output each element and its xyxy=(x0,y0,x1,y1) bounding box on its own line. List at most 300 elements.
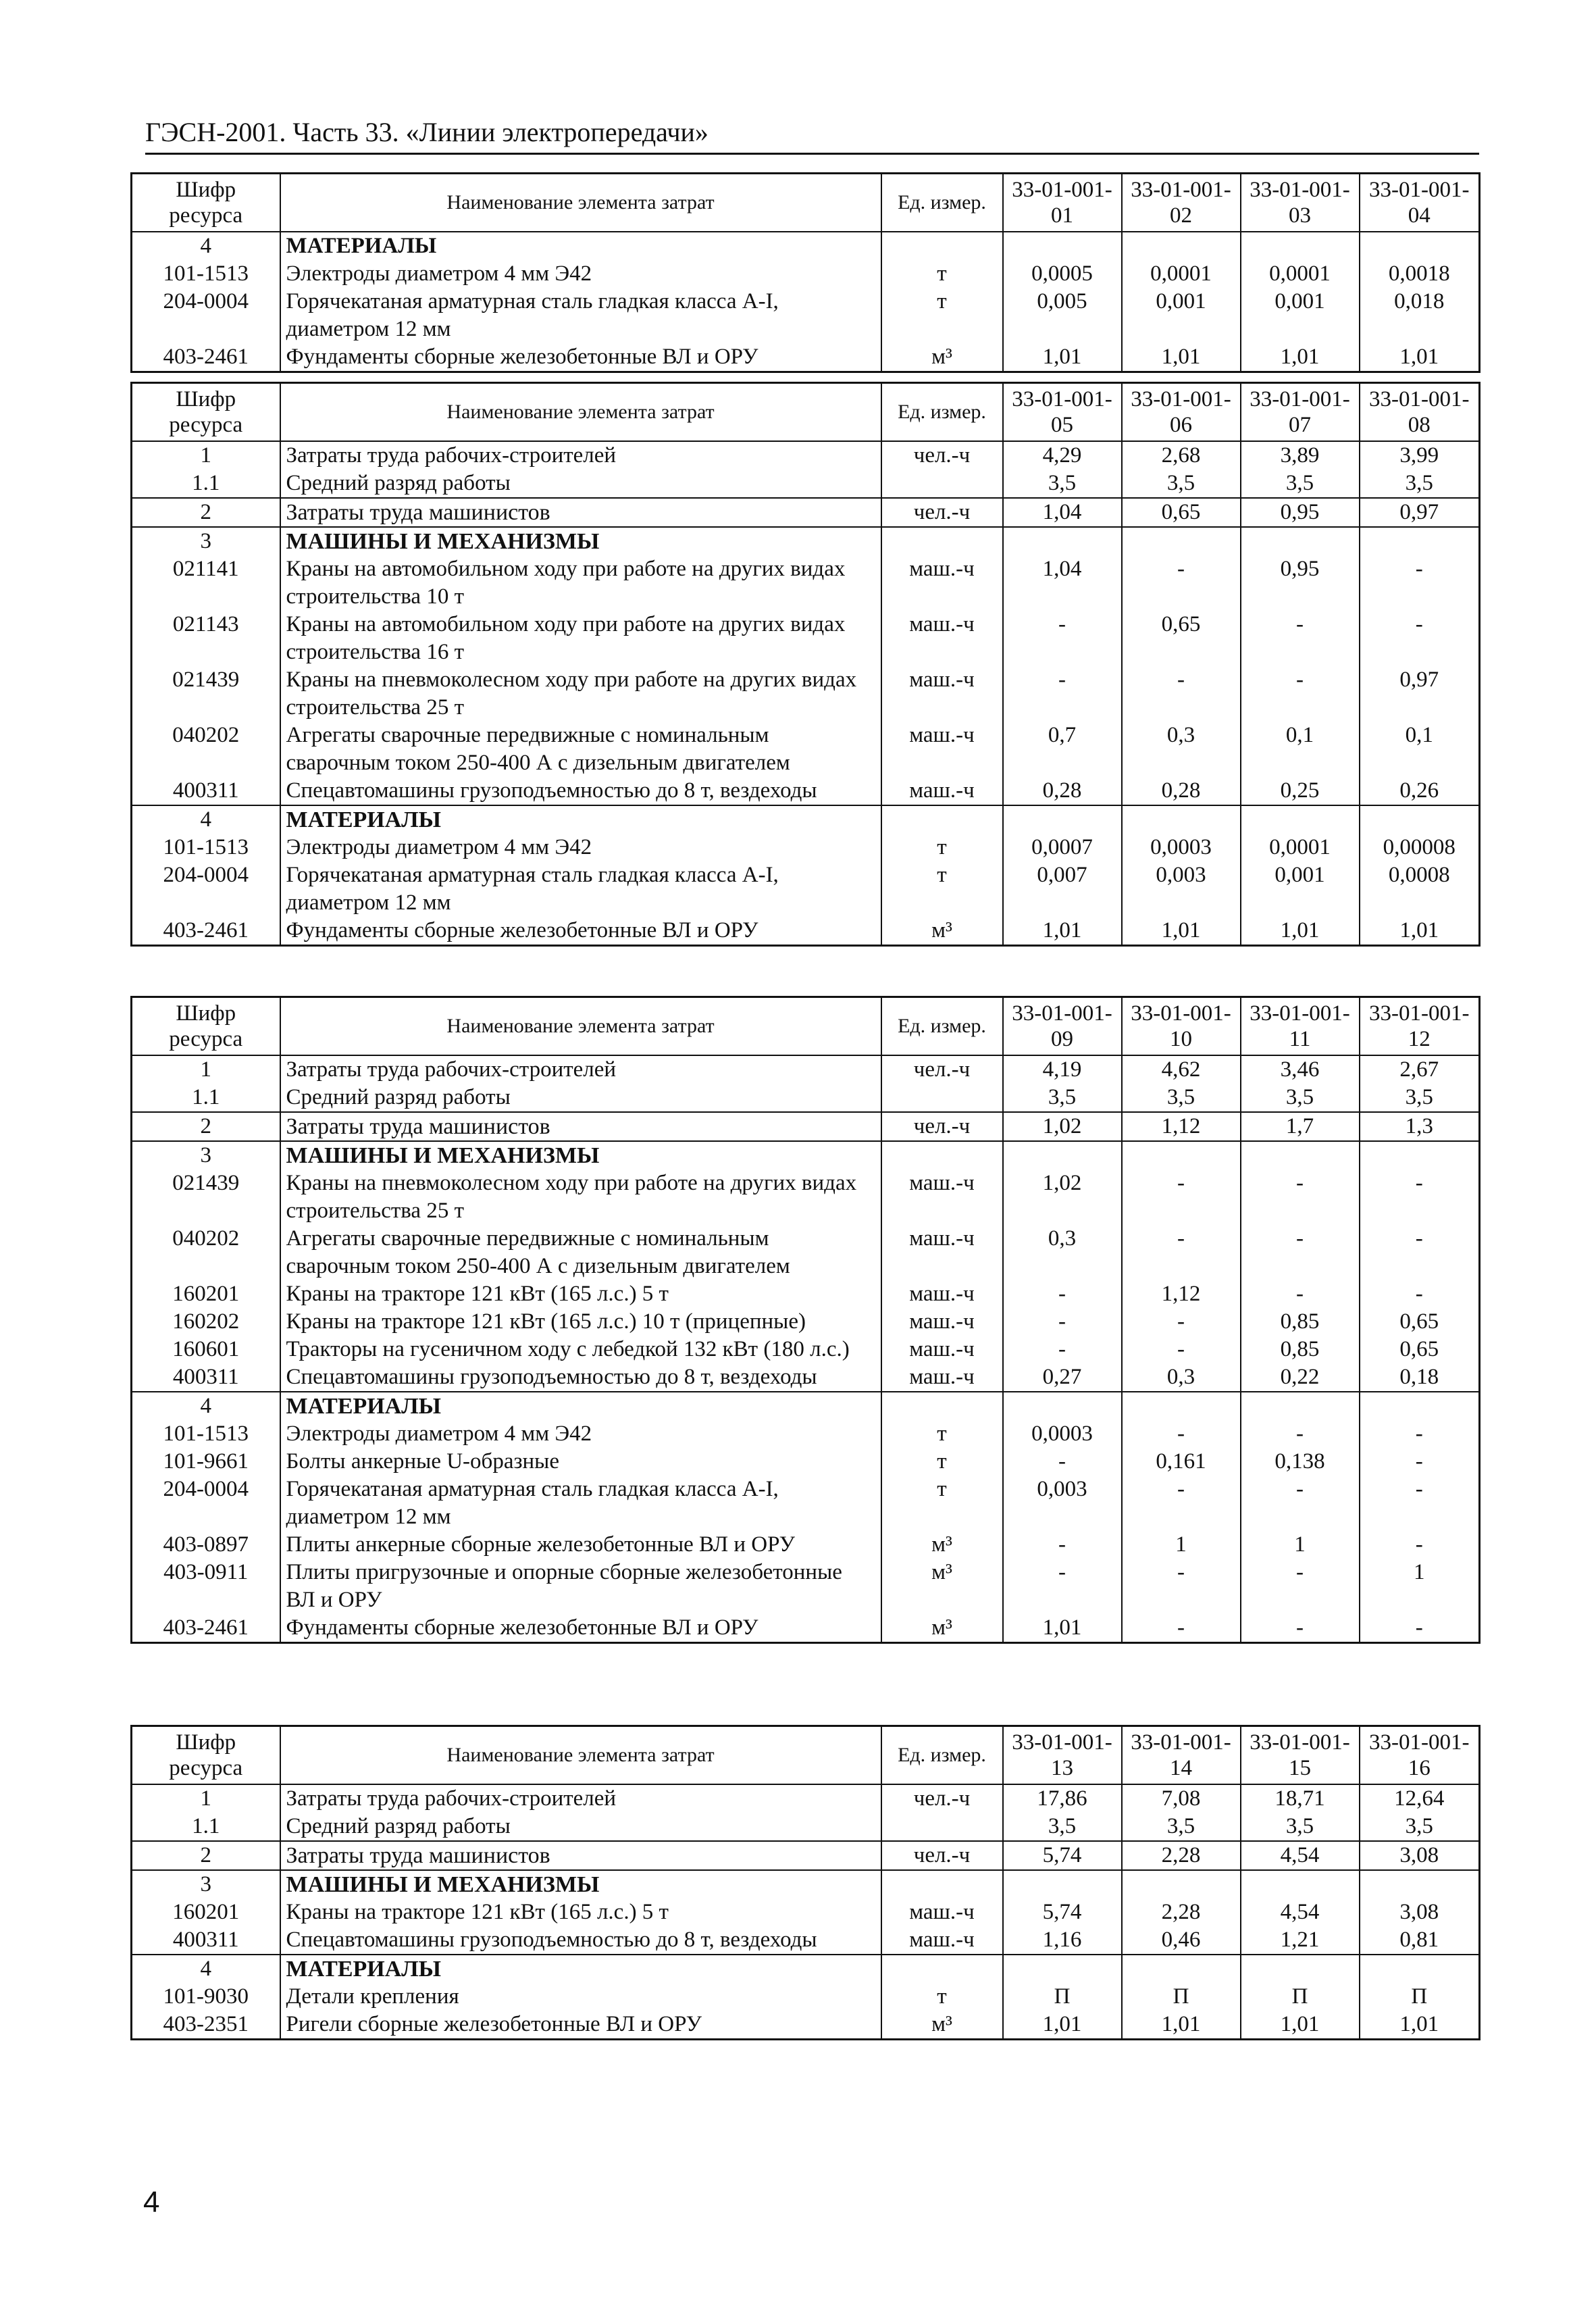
table-row xyxy=(132,441,1480,470)
cost-element-name: Фундаменты сборные железобетонные ВЛ и ОРУ xyxy=(280,917,881,946)
header-cost-element: Наименование элемента затрат xyxy=(280,383,881,442)
norm-value: 0,95 xyxy=(1241,555,1360,611)
norm-value: 0,46 xyxy=(1122,1926,1241,1955)
resource-code: 040202 xyxy=(172,1226,240,1251)
norm-value: 5,74 xyxy=(1003,1898,1122,1926)
header-norm-code: 33-01-001-14 xyxy=(1122,1726,1241,1785)
unit-of-measure: чел.-ч xyxy=(881,1112,1003,1141)
norm-value xyxy=(1122,1392,1241,1420)
cost-element-name: Средний разряд работы xyxy=(280,1084,881,1112)
unit-of-measure: маш.-ч xyxy=(881,555,1003,611)
norm-value xyxy=(1241,1870,1360,1898)
norm-value xyxy=(1360,527,1480,555)
cost-element-name: МАШИНЫ И МЕХАНИЗМЫ xyxy=(280,527,881,555)
norm-value: 0,65 xyxy=(1360,1336,1480,1363)
header-norm-code: 33-01-001-01 xyxy=(1003,174,1122,232)
norm-value: 0,001 xyxy=(1241,288,1360,343)
header-cost-element: Наименование элемента затрат xyxy=(280,174,881,232)
norm-value: 1,04 xyxy=(1003,498,1122,527)
unit-of-measure xyxy=(881,232,1003,260)
table-row xyxy=(132,1926,1480,1955)
unit-of-measure xyxy=(881,1392,1003,1420)
table-row xyxy=(132,834,1480,861)
resource-code: 021141 xyxy=(172,557,239,581)
norm-value: - xyxy=(1003,666,1122,722)
norm-value: 7,08 xyxy=(1122,1784,1241,1813)
cost-element-name: Затраты труда машинистов xyxy=(280,498,881,527)
resource-code: 403-0897 xyxy=(163,1532,249,1557)
norm-value: 1,04 xyxy=(1003,555,1122,611)
table-row xyxy=(132,1084,1480,1112)
table-row xyxy=(132,1280,1480,1308)
norm-value: 1 xyxy=(1360,1559,1480,1614)
unit-of-measure xyxy=(881,1870,1003,1898)
unit-of-measure: м³ xyxy=(881,1614,1003,1643)
header-norm-code: 33-01-001-03 xyxy=(1241,174,1360,232)
norm-value: 3,46 xyxy=(1241,1055,1360,1084)
cost-element-name: Плиты анкерные сборные железобетонные ВЛ и ОРУ xyxy=(280,1531,881,1559)
norm-value: 1,16 xyxy=(1003,1926,1122,1955)
norm-value: 1,01 xyxy=(1360,343,1480,372)
norm-value: 1,01 xyxy=(1241,343,1360,372)
norm-value: - xyxy=(1003,1559,1122,1614)
resource-code: 2 xyxy=(132,1112,280,1141)
table-row xyxy=(132,722,1480,777)
norm-value: - xyxy=(1003,1336,1122,1363)
norm-value: 4,54 xyxy=(1241,1841,1360,1870)
unit-of-measure: чел.-ч xyxy=(881,441,1003,470)
table-header-row xyxy=(132,174,1480,232)
norm-value: - xyxy=(1360,1531,1480,1559)
norm-value: 1,01 xyxy=(1003,343,1122,372)
cost-element-name: МАТЕРИАЛЫ xyxy=(280,805,881,834)
norm-value: 1,12 xyxy=(1122,1280,1241,1308)
table-row xyxy=(132,1112,1480,1141)
norms-table-4 xyxy=(130,1725,1481,2040)
header-resource-code: Шифр ресурса xyxy=(132,174,280,232)
norms-table-2 xyxy=(130,382,1481,947)
resource-code: 2 xyxy=(132,1841,280,1870)
cost-element-name: Болты анкерные U-образные xyxy=(280,1448,881,1476)
norm-value: - xyxy=(1003,1448,1122,1476)
header-cost-element: Наименование элемента затрат xyxy=(280,1726,881,1785)
norm-value: - xyxy=(1241,1559,1360,1614)
unit-of-measure xyxy=(881,470,1003,498)
header-unit: Ед. измер. xyxy=(881,997,1003,1056)
header-resource-code: Шифр ресурса xyxy=(132,1726,280,1785)
norm-value xyxy=(1241,805,1360,834)
table-row xyxy=(132,1336,1480,1363)
norm-value: 0,018 xyxy=(1360,288,1480,343)
norm-value xyxy=(1241,232,1360,260)
norm-value: - xyxy=(1241,666,1360,722)
table-row xyxy=(132,777,1480,805)
resource-code: 1.1 xyxy=(192,1814,220,1838)
resource-code: 160601 xyxy=(172,1337,240,1361)
norm-value: 3,5 xyxy=(1360,1084,1480,1112)
norm-value: 2,67 xyxy=(1360,1055,1480,1084)
header-norm-code: 33-01-001-13 xyxy=(1003,1726,1122,1785)
norm-value: 0,85 xyxy=(1241,1308,1360,1336)
norm-value xyxy=(1241,1392,1360,1420)
norm-value: 0,65 xyxy=(1122,611,1241,666)
resource-code: 4 xyxy=(132,1392,280,1420)
norm-value: 3,5 xyxy=(1241,1084,1360,1112)
norm-value: 1,02 xyxy=(1003,1112,1122,1141)
norm-value: 1,01 xyxy=(1241,917,1360,946)
table-row xyxy=(132,1420,1480,1448)
unit-of-measure: т xyxy=(881,288,1003,343)
norm-value xyxy=(1122,232,1241,260)
norm-value: - xyxy=(1241,1225,1360,1280)
unit-of-measure: м³ xyxy=(881,343,1003,372)
cost-element-name: Агрегаты сварочные передвижные с номинальным сварочным током 250-400 А с дизельным двигателем xyxy=(280,1225,881,1280)
norm-value: 1,12 xyxy=(1122,1112,1241,1141)
header-unit: Ед. измер. xyxy=(881,1726,1003,1785)
cost-element-name: Средний разряд работы xyxy=(280,470,881,498)
norm-value xyxy=(1360,805,1480,834)
header-cost-element: Наименование элемента затрат xyxy=(280,997,881,1056)
norm-value: - xyxy=(1122,1614,1241,1643)
cost-element-name: Горячекатаная арматурная сталь гладкая класса А-I, диаметром 12 мм xyxy=(280,861,881,917)
header-norm-code: 33-01-001-08 xyxy=(1360,383,1480,442)
norm-value: 18,71 xyxy=(1241,1784,1360,1813)
table-row xyxy=(132,555,1480,611)
norm-value: 3,89 xyxy=(1241,441,1360,470)
norm-value: - xyxy=(1360,1420,1480,1448)
table-row xyxy=(132,1813,1480,1841)
resource-code: 400311 xyxy=(172,778,239,803)
norm-value: П xyxy=(1122,1983,1241,2011)
table-row xyxy=(132,917,1480,946)
norm-value: 4,29 xyxy=(1003,441,1122,470)
cost-element-name: МАТЕРИАЛЫ xyxy=(280,1392,881,1420)
table-row xyxy=(132,232,1480,260)
table-row xyxy=(132,2011,1480,2040)
unit-of-measure xyxy=(881,1813,1003,1841)
unit-of-measure: маш.-ч xyxy=(881,1169,1003,1225)
table-row xyxy=(132,1448,1480,1476)
resource-code: 4 xyxy=(200,234,211,258)
norm-value: 0,81 xyxy=(1360,1926,1480,1955)
unit-of-measure: чел.-ч xyxy=(881,1841,1003,1870)
unit-of-measure: т xyxy=(881,1448,1003,1476)
norm-value: 1,01 xyxy=(1003,2011,1122,2040)
norm-value: 3,08 xyxy=(1360,1898,1480,1926)
unit-of-measure: м³ xyxy=(881,2011,1003,2040)
norm-value: - xyxy=(1360,611,1480,666)
unit-of-measure: маш.-ч xyxy=(881,1336,1003,1363)
resource-code: 204-0004 xyxy=(163,863,249,887)
table-row xyxy=(132,1531,1480,1559)
norm-value: 0,95 xyxy=(1241,498,1360,527)
norm-value xyxy=(1360,1870,1480,1898)
norm-value: 1 xyxy=(1122,1531,1241,1559)
table-row xyxy=(132,1841,1480,1870)
norm-value: - xyxy=(1360,1476,1480,1531)
unit-of-measure: чел.-ч xyxy=(881,1055,1003,1084)
norm-value xyxy=(1122,1141,1241,1169)
table-header-row xyxy=(132,1726,1480,1785)
norm-value: - xyxy=(1122,666,1241,722)
norm-value: 3,5 xyxy=(1360,470,1480,498)
header-norm-code: 33-01-001-10 xyxy=(1122,997,1241,1056)
resource-code: 403-2461 xyxy=(163,918,249,942)
cost-element-name: Краны на автомобильном ходу при работе на других видах строительства 16 т xyxy=(280,611,881,666)
cost-element-name: Тракторы на гусеничном ходу с лебедкой 132 кВт (180 л.с.) xyxy=(280,1336,881,1363)
table-row xyxy=(132,1983,1480,2011)
norm-value: 1,7 xyxy=(1241,1112,1360,1141)
cost-element-name: Средний разряд работы xyxy=(280,1813,881,1841)
cost-element-name: Детали крепления xyxy=(280,1983,881,2011)
norm-value: 3,5 xyxy=(1003,1084,1122,1112)
norm-value: П xyxy=(1360,1983,1480,2011)
resource-code: 1.1 xyxy=(192,1085,220,1109)
norm-value: 4,62 xyxy=(1122,1055,1241,1084)
norm-value: - xyxy=(1360,1169,1480,1225)
cost-element-name: Затраты труда рабочих-строителей xyxy=(280,441,881,470)
cost-element-name: МАТЕРИАЛЫ xyxy=(280,232,881,260)
table-row xyxy=(132,861,1480,917)
unit-of-measure: м³ xyxy=(881,1559,1003,1614)
norm-value: 0,0003 xyxy=(1003,1420,1122,1448)
norm-value: 0,97 xyxy=(1360,498,1480,527)
norm-value: 0,26 xyxy=(1360,777,1480,805)
cost-element-name: Горячекатаная арматурная сталь гладкая класса А-I, диаметром 12 мм xyxy=(280,1476,881,1531)
norm-value: 0,161 xyxy=(1122,1448,1241,1476)
norm-value: 1,01 xyxy=(1122,343,1241,372)
cost-element-name: Краны на пневмоколесном ходу при работе на других видах строительства 25 т xyxy=(280,1169,881,1225)
cost-element-name: Краны на тракторе 121 кВт (165 л.с.) 5 т xyxy=(280,1280,881,1308)
cost-element-name: МАШИНЫ И МЕХАНИЗМЫ xyxy=(280,1870,881,1898)
norm-value: 3,5 xyxy=(1003,1813,1122,1841)
norm-value: - xyxy=(1241,1280,1360,1308)
norm-value: 1,01 xyxy=(1241,2011,1360,2040)
norm-value: 3,08 xyxy=(1360,1841,1480,1870)
norm-value: 0,005 xyxy=(1003,288,1122,343)
cost-element-name: Ригели сборные железобетонные ВЛ и ОРУ xyxy=(280,2011,881,2040)
norm-value: 0,65 xyxy=(1122,498,1241,527)
norm-value: 1,3 xyxy=(1360,1112,1480,1141)
header-norm-code: 33-01-001-07 xyxy=(1241,383,1360,442)
norm-value: 0,3 xyxy=(1003,1225,1122,1280)
unit-of-measure: т xyxy=(881,834,1003,861)
resource-code: 403-2351 xyxy=(163,2012,249,2036)
norm-value: 0,18 xyxy=(1360,1363,1480,1392)
cost-element-name: Агрегаты сварочные передвижные с номинальным сварочным током 250-400 А с дизельным двигателем xyxy=(280,722,881,777)
norm-value: 1,01 xyxy=(1122,917,1241,946)
resource-code: 101-9661 xyxy=(163,1449,249,1474)
norm-value: 1,21 xyxy=(1241,1926,1360,1955)
resource-code: 400311 xyxy=(172,1928,239,1952)
resource-code: 3 xyxy=(132,1141,280,1169)
unit-of-measure: т xyxy=(881,1420,1003,1448)
unit-of-measure: маш.-ч xyxy=(881,1363,1003,1392)
cost-element-name: Затраты труда машинистов xyxy=(280,1112,881,1141)
resource-code: 021143 xyxy=(172,612,239,636)
norm-value: 1,01 xyxy=(1360,2011,1480,2040)
header-norm-code: 33-01-001-12 xyxy=(1360,997,1480,1056)
norm-value: 3,5 xyxy=(1003,470,1122,498)
norm-value: 0,27 xyxy=(1003,1363,1122,1392)
unit-of-measure: т xyxy=(881,1476,1003,1531)
unit-of-measure: маш.-ч xyxy=(881,666,1003,722)
norm-value: 0,3 xyxy=(1122,722,1241,777)
norm-value: - xyxy=(1360,1280,1480,1308)
norm-value xyxy=(1241,1141,1360,1169)
table-row xyxy=(132,666,1480,722)
resource-code: 160201 xyxy=(172,1282,240,1306)
norm-value xyxy=(1003,1955,1122,1983)
norm-value: - xyxy=(1122,1336,1241,1363)
header-norm-code: 33-01-001-05 xyxy=(1003,383,1122,442)
table-row xyxy=(132,1225,1480,1280)
norm-value: - xyxy=(1003,611,1122,666)
norm-value: 0,97 xyxy=(1360,666,1480,722)
norm-value xyxy=(1003,232,1122,260)
resource-code: 4 xyxy=(132,1955,280,1983)
norms-table-3 xyxy=(130,996,1481,1644)
cost-element-name: Краны на автомобильном ходу при работе на других видах строительства 10 т xyxy=(280,555,881,611)
resource-code: 101-9030 xyxy=(163,1984,249,2009)
norm-value xyxy=(1122,1955,1241,1983)
norm-value: 3,5 xyxy=(1122,1084,1241,1112)
norm-value xyxy=(1122,1870,1241,1898)
unit-of-measure: м³ xyxy=(881,1531,1003,1559)
resource-code: 403-0911 xyxy=(163,1560,249,1584)
header-norm-code: 33-01-001-04 xyxy=(1360,174,1480,232)
unit-of-measure: маш.-ч xyxy=(881,611,1003,666)
norm-value: - xyxy=(1122,1225,1241,1280)
cost-element-name: Затраты труда рабочих-строителей xyxy=(280,1055,881,1084)
table-row xyxy=(132,1784,1480,1813)
unit-of-measure xyxy=(881,805,1003,834)
norm-value: - xyxy=(1241,1169,1360,1225)
norm-value: - xyxy=(1360,1448,1480,1476)
norm-value: 12,64 xyxy=(1360,1784,1480,1813)
table-header-row xyxy=(132,383,1480,442)
resource-code: 204-0004 xyxy=(163,1477,249,1501)
cost-element-name: Спецавтомашины грузоподъемностью до 8 т, вездеходы xyxy=(280,777,881,805)
unit-of-measure: чел.-ч xyxy=(881,498,1003,527)
norm-value: 0,007 xyxy=(1003,861,1122,917)
resource-code: 1 xyxy=(200,1786,211,1811)
norm-value: 0,1 xyxy=(1241,722,1360,777)
resource-code: 400311 xyxy=(172,1365,239,1389)
unit-of-measure: маш.-ч xyxy=(881,1898,1003,1926)
norm-value: - xyxy=(1241,1614,1360,1643)
table-row xyxy=(132,1141,1480,1169)
cost-element-name: Затраты труда рабочих-строителей xyxy=(280,1784,881,1813)
norm-value: 0,7 xyxy=(1003,722,1122,777)
norm-value: - xyxy=(1122,1476,1241,1531)
norm-value: 2,68 xyxy=(1122,441,1241,470)
table-row xyxy=(132,343,1480,372)
norm-value: 1,01 xyxy=(1360,917,1480,946)
resource-code: 101-1513 xyxy=(163,261,249,286)
cost-element-name: МАТЕРИАЛЫ xyxy=(280,1955,881,1983)
header-norm-code: 33-01-001-09 xyxy=(1003,997,1122,1056)
table-row xyxy=(132,288,1480,343)
unit-of-measure: маш.-ч xyxy=(881,1225,1003,1280)
header-resource-code: Шифр ресурса xyxy=(132,997,280,1056)
norm-value: 1 xyxy=(1241,1531,1360,1559)
norm-value: - xyxy=(1360,1614,1480,1643)
unit-of-measure xyxy=(881,1084,1003,1112)
norm-value xyxy=(1360,1955,1480,1983)
table-row xyxy=(132,1476,1480,1531)
header-norm-code: 33-01-001-06 xyxy=(1122,383,1241,442)
cost-element-name: Краны на тракторе 121 кВт (165 л.с.) 5 т xyxy=(280,1898,881,1926)
resource-code: 3 xyxy=(132,1870,280,1898)
cost-element-name: Плиты пригрузочные и опорные сборные железобетонные ВЛ и ОРУ xyxy=(280,1559,881,1614)
table-row xyxy=(132,1363,1480,1392)
norm-value: - xyxy=(1241,1476,1360,1531)
cost-element-name: Фундаменты сборные железобетонные ВЛ и ОРУ xyxy=(280,1614,881,1643)
norm-value: - xyxy=(1122,1559,1241,1614)
header-norm-code: 33-01-001-02 xyxy=(1122,174,1241,232)
table-header-row xyxy=(132,997,1480,1056)
norm-value: 1,01 xyxy=(1003,917,1122,946)
norm-value: 0,001 xyxy=(1122,288,1241,343)
norm-value: П xyxy=(1241,1983,1360,2011)
resource-code: 204-0004 xyxy=(163,289,249,313)
cost-element-name: Электроды диаметром 4 мм Э42 xyxy=(280,1420,881,1448)
norm-value: 0,65 xyxy=(1360,1308,1480,1336)
table-row xyxy=(132,470,1480,498)
unit-of-measure: чел.-ч xyxy=(881,1784,1003,1813)
table-row xyxy=(132,1898,1480,1926)
cost-element-name: Затраты труда машинистов xyxy=(280,1841,881,1870)
table-row xyxy=(132,1055,1480,1084)
norm-value xyxy=(1122,527,1241,555)
table-row xyxy=(132,1308,1480,1336)
table-row xyxy=(132,1169,1480,1225)
norm-value: 0,0018 xyxy=(1360,260,1480,288)
resource-code: 3 xyxy=(132,527,280,555)
norm-value: - xyxy=(1003,1308,1122,1336)
norm-value: 0,0003 xyxy=(1122,834,1241,861)
norm-value: 0,138 xyxy=(1241,1448,1360,1476)
norm-value: - xyxy=(1360,555,1480,611)
header-unit: Ед. измер. xyxy=(881,383,1003,442)
norm-value xyxy=(1241,1955,1360,1983)
table-row xyxy=(132,1614,1480,1643)
unit-of-measure: т xyxy=(881,1983,1003,2011)
norm-value xyxy=(1360,1141,1480,1169)
norm-value: 1,01 xyxy=(1003,1614,1122,1643)
resource-code: 160201 xyxy=(172,1900,240,1924)
cost-element-name: Электроды диаметром 4 мм Э42 xyxy=(280,834,881,861)
norm-value xyxy=(1360,232,1480,260)
norm-value: 1,02 xyxy=(1003,1169,1122,1225)
norm-value: 5,74 xyxy=(1003,1841,1122,1870)
table-row xyxy=(132,805,1480,834)
cost-element-name: Спецавтомашины грузоподъемностью до 8 т, вездеходы xyxy=(280,1926,881,1955)
header-unit: Ед. измер. xyxy=(881,174,1003,232)
page-header: ГЭСН-2001. Часть 33. «Линии электропередачи» xyxy=(145,116,1479,155)
norm-value: - xyxy=(1122,555,1241,611)
table-row xyxy=(132,527,1480,555)
norm-value: П xyxy=(1003,1983,1122,2011)
unit-of-measure xyxy=(881,527,1003,555)
resource-code: 101-1513 xyxy=(163,1422,249,1446)
unit-of-measure: маш.-ч xyxy=(881,1280,1003,1308)
norm-value: 0,0001 xyxy=(1241,834,1360,861)
resource-code: 021439 xyxy=(172,1171,240,1195)
norm-value: - xyxy=(1122,1420,1241,1448)
norm-value: - xyxy=(1241,611,1360,666)
